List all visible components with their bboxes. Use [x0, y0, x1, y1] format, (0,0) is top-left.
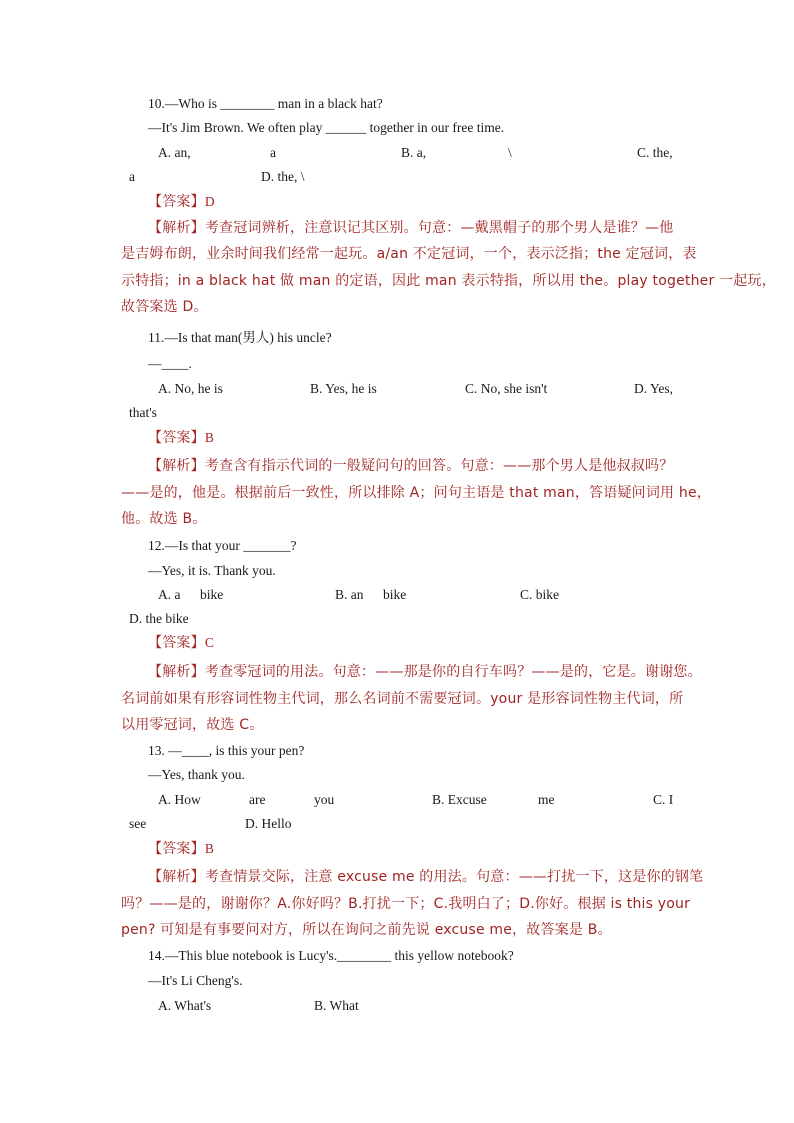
analysis-text: 考查含有指示代词的一般疑问句的回答。句意：——那个男人是他叔叔吗？	[204, 458, 674, 474]
q11-analysis-line-3: 他。故选 B。	[121, 511, 207, 527]
q13-analysis-line-1	[148, 868, 703, 886]
q12-analysis-line-2: 名词前如果有形容词性物主代词，那么名词前不需要冠词。your 是形容词性物主代词，所	[121, 691, 684, 707]
q13-option-b: B. Excuse	[432, 792, 487, 807]
q10-analysis-line-4: 故答案选 D。	[121, 299, 208, 315]
answer-tag: 【答案】	[148, 430, 205, 446]
q13-option-c: C. I	[653, 792, 674, 807]
q13-option-a-2: are	[249, 792, 266, 807]
answer-value: D	[204, 194, 215, 209]
answer-tag: 【答案】	[148, 635, 205, 651]
q12-option-c: C. bike	[520, 587, 559, 602]
q11-option-a: A. No, he is	[158, 381, 223, 396]
q12-option-b: B. an	[335, 587, 364, 602]
q13-option-a-3: you	[314, 792, 335, 807]
q11-option-d-2: that's	[129, 405, 157, 420]
q12-option-a: A. a	[158, 587, 181, 602]
q10-option-a: A. an,	[158, 145, 191, 160]
answer-value: C	[204, 635, 214, 650]
q10-option-d: D. the, \	[261, 169, 305, 184]
analysis-tag: 【解析】	[148, 220, 205, 236]
q14-stem: 14.—This blue notebook is Lucy's.________ this yellow notebook?	[148, 948, 514, 963]
q13-analysis-line-2: 吗？——是的，谢谢你？A.你好吗？B.打扰一下；C.我明白了；D.你好。根据 is this your	[121, 896, 691, 912]
q12-option-a-2: bike	[200, 587, 224, 602]
q10-option-c: C. the,	[637, 145, 673, 160]
q12-answer	[148, 634, 214, 652]
q11-answer	[148, 429, 214, 447]
q10-answer	[148, 193, 215, 211]
answer-tag: 【答案】	[148, 841, 205, 857]
q10-option-b: B. a,	[401, 145, 427, 160]
q14-option-a: A. What's	[158, 998, 212, 1013]
q10-option-c-2: a	[129, 169, 135, 184]
analysis-tag: 【解析】	[148, 664, 205, 680]
q14-option-b: B. What	[314, 998, 359, 1013]
q10-option-a-2: a	[270, 145, 276, 160]
q13-dialog: —Yes, thank you.	[148, 767, 245, 782]
q14-dialog: —It's Li Cheng's.	[148, 973, 243, 988]
answer-value: B	[204, 430, 214, 445]
q11-analysis-line-2: ——是的，他是。根据前后一致性，所以排除 A；问句主语是 that man，答语疑问词用 he，	[121, 485, 711, 501]
q13-stem: 13. —____, is this your pen?	[148, 743, 305, 758]
q10-dialog: —It's Jim Brown. We often play ______ together in our free time.	[148, 120, 505, 135]
answer-tag: 【答案】	[148, 194, 205, 210]
q11-option-d: D. Yes,	[634, 381, 674, 396]
q10-analysis-line-1	[148, 219, 673, 237]
q13-analysis-line-3: pen? 可知是有事要问对方，所以在询问之前先说 excuse me，故答案是 B。	[121, 922, 612, 938]
analysis-text: 考查零冠词的用法。句意：——那是你的自行车吗？——是的，它是。谢谢您。	[204, 664, 702, 680]
answer-value: B	[204, 841, 214, 856]
q11-analysis-line-1	[148, 457, 673, 475]
q12-analysis-line-1	[148, 663, 702, 681]
q10-option-b-2: \	[508, 145, 512, 160]
analysis-text: 考查冠词辨析，注意识记其区别。句意：—戴黑帽子的那个男人是谁？—他	[204, 220, 674, 236]
q12-stem: 12.—Is that your _______?	[148, 538, 297, 553]
q11-option-b: B. Yes, he is	[310, 381, 377, 396]
analysis-tag: 【解析】	[148, 869, 205, 885]
analysis-text: 考查情景交际，注意 excuse me 的用法。句意：——打扰一下，这是你的钢笔	[204, 869, 704, 885]
q10-analysis-line-2: 是吉姆布朗，业余时间我们经常一起玩。a/an 不定冠词，一个，表示泛指；the 定冠词，表	[121, 246, 697, 262]
q13-option-d: D. Hello	[245, 816, 292, 831]
q13-option-a: A. How	[158, 792, 201, 807]
q11-option-c: C. No, she isn't	[465, 381, 548, 396]
q11-dialog: —____.	[148, 356, 192, 371]
q13-answer	[148, 840, 214, 858]
q10-analysis-line-3: 示特指；in a black hat 做 man 的定语，因此 man 表示特指，所以用 the。play together 一起玩，	[121, 273, 776, 289]
q12-dialog: —Yes, it is. Thank you.	[148, 563, 276, 578]
q13-option-c-2: see	[129, 816, 147, 831]
q13-option-b-2: me	[538, 792, 555, 807]
q12-option-b-2: bike	[383, 587, 407, 602]
q12-analysis-line-3: 以用零冠词，故选 C。	[121, 717, 264, 733]
q12-option-d: D. the bike	[129, 611, 189, 626]
q10-stem: 10.—Who is ________ man in a black hat?	[148, 96, 383, 111]
analysis-tag: 【解析】	[148, 458, 205, 474]
q11-stem: 11.—Is that man(男人) his uncle?	[148, 330, 332, 345]
